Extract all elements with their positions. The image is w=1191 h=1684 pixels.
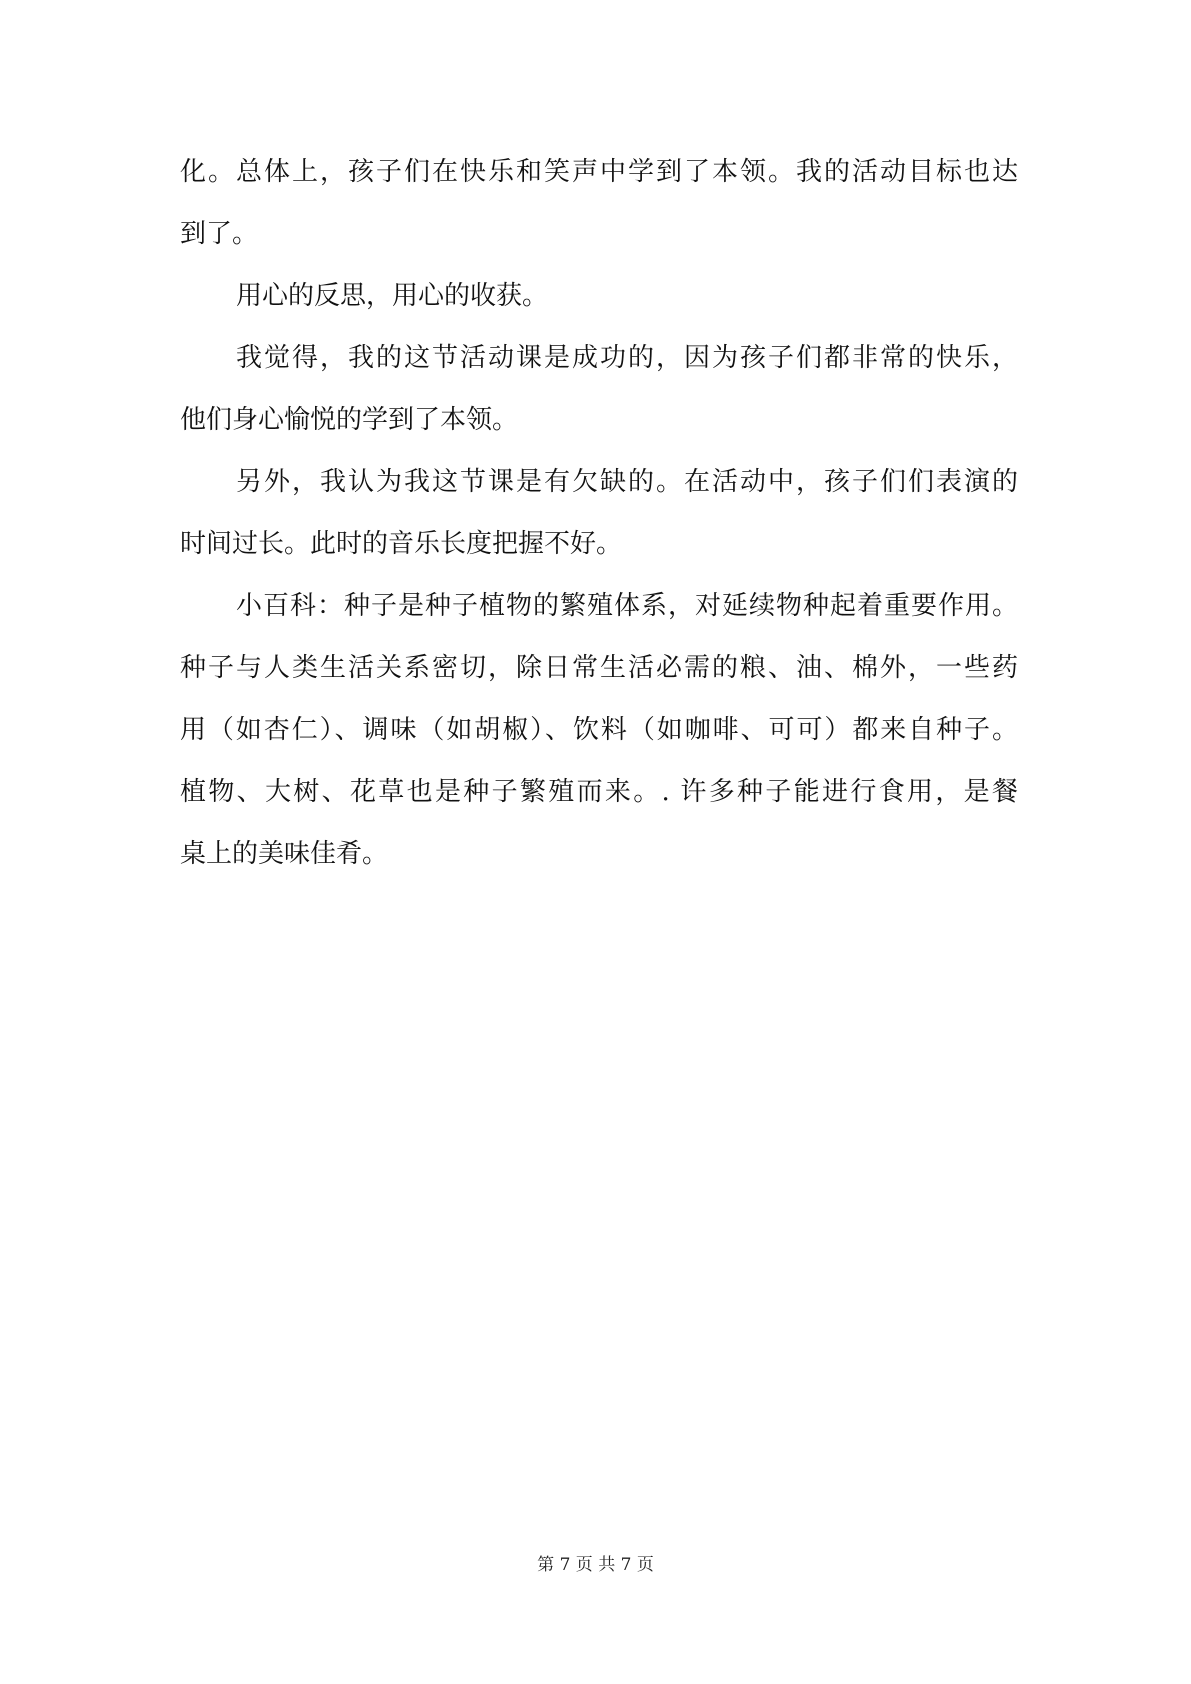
paragraph-line: 到了。 bbox=[180, 219, 259, 249]
paragraph-line: 化。总体上，孩子们在快乐和笑声中学到了本领。我的活动目标也达 bbox=[180, 157, 1018, 187]
paragraph-line: 时间过长。此时的音乐长度把握不好。 bbox=[180, 529, 623, 559]
paragraph-line: 另外，我认为我这节课是有欠缺的。在活动中，孩子们们表演的 bbox=[236, 467, 1018, 497]
paragraph-line: 桌上的美味佳肴。 bbox=[180, 839, 389, 869]
paragraph-line: 种子与人类生活关系密切，除日常生活必需的粮、油、棉外，一些药 bbox=[180, 653, 1018, 683]
page-number-footer: 第 7 页 共 7 页 bbox=[537, 1555, 654, 1575]
paragraph-line: 用心的反思，用心的收获。 bbox=[236, 281, 549, 311]
paragraph-line: 他们身心愉悦的学到了本领。 bbox=[180, 405, 519, 435]
paragraph-line: 用（如杏仁）、调味（如胡椒）、饮料（如咖啡、可可）都来自种子。 bbox=[180, 715, 1018, 745]
paragraph-line: 我觉得，我的这节活动课是成功的，因为孩子们都非常的快乐， bbox=[236, 343, 1018, 373]
paragraph-line: 植物、大树、花草也是种子繁殖而来。. 许多种子能进行食用，是餐 bbox=[180, 777, 1018, 807]
paragraph-line: 小百科：种子是种子植物的繁殖体系，对延续物种起着重要作用。 bbox=[236, 591, 1018, 621]
